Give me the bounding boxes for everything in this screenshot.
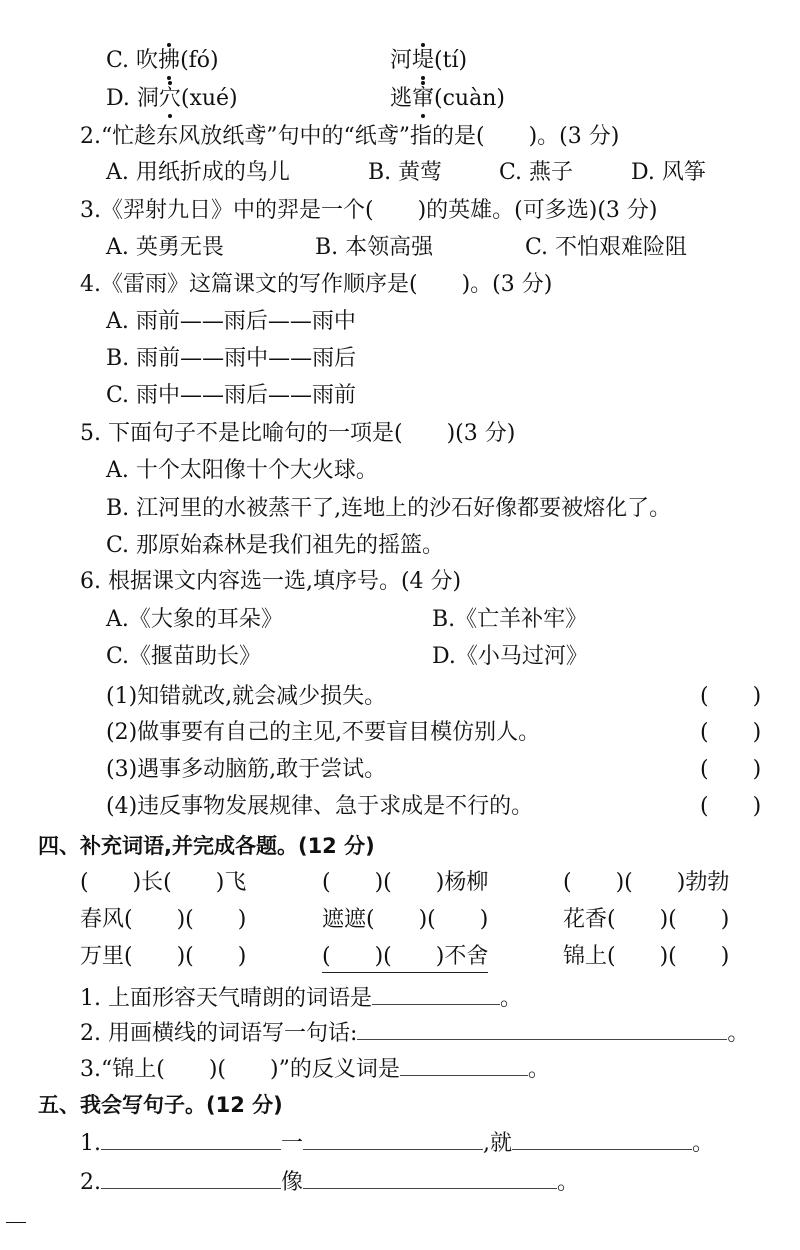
q2-stem: 2.“忙趁东风放纸鸢”句中的“纸鸢”指的是( )。(3 分) xyxy=(80,124,620,149)
q6-item-1-answer[interactable]: ( ) xyxy=(700,684,762,709)
sentence-1-connector-2: ,就 xyxy=(483,1131,513,1156)
q6-item-3: (3)遇事多动脑筋,敢于尝试。 xyxy=(106,757,387,782)
sentence-2 xyxy=(80,1166,579,1198)
q6-option-c: C.《揠苗助长》 xyxy=(106,644,262,669)
section-4-question-2-text: 2. 用画横线的词语写一句话: xyxy=(80,1021,358,1046)
q5-option-c: C. 那原始森林是我们祖先的摇篮。 xyxy=(106,533,445,558)
sentence-2-number: 2. xyxy=(80,1170,101,1195)
q6-item-2-answer[interactable]: ( ) xyxy=(700,720,762,745)
q6-item-4-answer[interactable]: ( ) xyxy=(700,794,762,819)
q6-item-3-answer[interactable]: ( ) xyxy=(700,757,762,782)
q1-option-d-left: D. 洞穴(xué) xyxy=(106,84,238,114)
page-edge-mark xyxy=(6,1222,26,1223)
sentence-2-connector: 像 xyxy=(281,1170,304,1195)
period: 。 xyxy=(527,1057,550,1082)
answer-blank[interactable] xyxy=(303,1166,557,1189)
word-fill-2-3[interactable]: 花香( )( ) xyxy=(563,907,730,932)
q3-stem: 3.《羿射九日》中的羿是一个( )的英雄。(可多选)(3 分) xyxy=(80,198,658,223)
answer-blank[interactable] xyxy=(357,1017,727,1040)
word-fill-3-1[interactable]: 万里( )( ) xyxy=(80,944,247,969)
answer-blank[interactable] xyxy=(400,1053,528,1076)
word-fill-3-3[interactable]: 锦上( )( ) xyxy=(563,944,730,969)
q3-option-c: C. 不怕艰难险阻 xyxy=(525,235,688,260)
sentence-1-connector-1: 一 xyxy=(281,1131,304,1156)
section-4-question-2 xyxy=(80,1017,749,1049)
word-fill-3-2-underlined[interactable]: ( )( )不舍 xyxy=(322,942,488,973)
q6-option-a: A.《大象的耳朵》 xyxy=(106,607,283,632)
word-fill-1-2[interactable]: ( )( )杨柳 xyxy=(322,870,489,895)
q5-option-a: A. 十个太阳像十个大火球。 xyxy=(106,458,378,483)
q2-option-c: C. 燕子 xyxy=(499,160,574,185)
answer-blank[interactable] xyxy=(101,1166,281,1189)
q3-option-a: A. 英勇无畏 xyxy=(106,235,224,260)
section-4-question-3 xyxy=(80,1053,550,1085)
q5-option-b: B. 江河里的水被蒸干了,连地上的沙石好像都要被熔化了。 xyxy=(106,496,672,521)
period: 。 xyxy=(727,1021,750,1046)
word-fill-1-1[interactable]: ( )长( )飞 xyxy=(80,870,247,895)
q6-option-b: B.《亡羊补牢》 xyxy=(432,607,588,632)
word-fill-1-3[interactable]: ( )( )勃勃 xyxy=(563,870,730,895)
answer-blank[interactable] xyxy=(372,982,500,1005)
q4-stem: 4.《雷雨》这篇课文的写作顺序是( )。(3 分) xyxy=(80,272,553,297)
q6-item-1: (1)知错就改,就会减少损失。 xyxy=(106,684,387,709)
q2-option-b: B. 黄莺 xyxy=(368,160,443,185)
q1-option-d-right: 逃窜(cuàn) xyxy=(390,84,505,114)
q5-stem: 5. 下面句子不是比喻句的一项是( )(3 分) xyxy=(80,421,516,446)
q1-option-c-right: 河堤(tí) xyxy=(390,46,467,76)
q1-option-c-left: C. 吹拂(fó) xyxy=(106,46,219,76)
q6-item-2: (2)做事要有自己的主见,不要盲目模仿别人。 xyxy=(106,720,541,745)
section-4-title: 四、补充词语,并完成各题。(12 分) xyxy=(38,834,375,858)
section-4-question-1 xyxy=(80,982,522,1014)
section-4-question-3-text: 3.“锦上( )( )”的反义词是 xyxy=(80,1057,400,1082)
word-fill-2-2[interactable]: 遮遮( )( ) xyxy=(322,907,489,932)
answer-blank[interactable] xyxy=(303,1127,483,1150)
q2-option-a: A. 用纸折成的鸟儿 xyxy=(106,160,290,185)
section-5-title: 五、我会写句子。(12 分) xyxy=(38,1093,283,1117)
q4-option-b: B. 雨前——雨中——雨后 xyxy=(106,346,357,371)
q6-stem: 6. 根据课文内容选一选,填序号。(4 分) xyxy=(80,569,462,594)
period: 。 xyxy=(692,1131,715,1156)
answer-blank[interactable] xyxy=(512,1127,692,1150)
section-4-question-1-text: 1. 上面形容天气晴朗的词语是 xyxy=(80,986,372,1011)
sentence-1 xyxy=(80,1127,714,1159)
period: 。 xyxy=(557,1170,580,1195)
word-fill-2-1[interactable]: 春风( )( ) xyxy=(80,907,247,932)
period: 。 xyxy=(499,986,522,1011)
q2-option-d: D. 风筝 xyxy=(631,160,706,185)
q3-option-b: B. 本领高强 xyxy=(315,235,434,260)
answer-blank[interactable] xyxy=(101,1127,281,1150)
sentence-1-number: 1. xyxy=(80,1131,101,1156)
q4-option-c: C. 雨中——雨后——雨前 xyxy=(106,383,357,408)
q4-option-a: A. 雨前——雨后——雨中 xyxy=(106,309,356,334)
q6-item-4: (4)违反事物发展规律、急于求成是不行的。 xyxy=(106,794,534,819)
q6-option-d: D.《小马过河》 xyxy=(432,644,588,669)
